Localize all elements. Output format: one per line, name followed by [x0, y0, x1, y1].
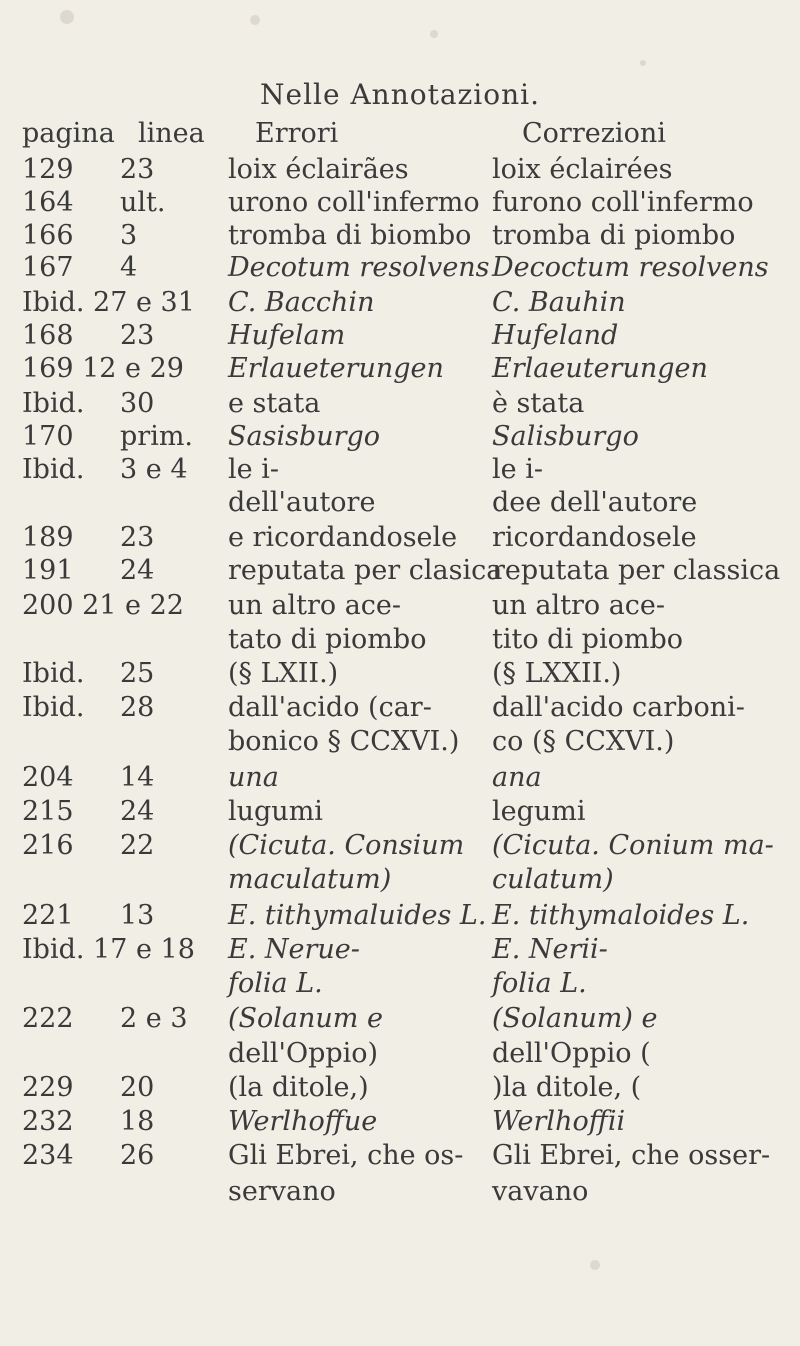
line-number-cell: 30	[120, 388, 155, 419]
line-number-cell: 18	[120, 1106, 155, 1137]
line-number-cell: 20	[120, 1072, 155, 1103]
error-cell: (§ LXII.)	[228, 658, 339, 689]
line-number-cell: 23	[120, 522, 155, 553]
table-row	[0, 252, 800, 290]
error-cell: tromba di biombo	[228, 220, 472, 251]
page-number-cell: 166	[22, 220, 74, 251]
page-number-cell: 221	[22, 900, 74, 931]
table-row	[0, 624, 800, 662]
page-number-cell: 222	[22, 1003, 74, 1034]
correction-cell: (§ LXXII.)	[492, 658, 622, 689]
page-number-cell: 168	[22, 320, 74, 351]
line-number-cell: 26	[120, 1140, 155, 1171]
page-number-cell: Ibid. 17 e 18	[22, 934, 195, 965]
error-cell: reputata per clasica	[228, 555, 503, 586]
correction-cell: Salisburgo	[492, 421, 639, 452]
page-number-cell: Ibid.	[22, 388, 85, 419]
line-number-cell: 24	[120, 555, 155, 586]
error-cell: dell'Oppio)	[228, 1038, 379, 1069]
table-row	[0, 353, 800, 391]
error-cell: dall'acido (car-	[228, 692, 432, 723]
table-row	[0, 555, 800, 593]
page-number-cell: 232	[22, 1106, 74, 1137]
table-row	[0, 830, 800, 868]
error-cell: (la ditole,)	[228, 1072, 369, 1103]
table-row	[0, 1038, 800, 1076]
page-number-cell: 189	[22, 522, 74, 553]
error-cell: un altro ace-	[228, 590, 402, 621]
correction-cell: Erlaeuterungen	[492, 353, 708, 384]
stain	[60, 10, 74, 24]
line-number-cell: ult.	[120, 187, 166, 218]
page-number-cell: 229	[22, 1072, 74, 1103]
correction-cell: dall'acido carboni-	[492, 692, 745, 723]
header-errors: Errori	[255, 118, 339, 149]
line-number-cell: 3 e 4	[120, 454, 188, 485]
correction-cell: )la ditole, (	[492, 1072, 642, 1103]
line-number-cell: 28	[120, 692, 155, 723]
page-number-cell: 169 12 e 29	[22, 353, 184, 384]
error-cell: Decotum resolvens	[228, 252, 490, 283]
correction-cell: ricordandosele	[492, 522, 697, 553]
error-cell: Werlhoffue	[228, 1106, 378, 1137]
correction-cell: Werlhoffii	[492, 1106, 626, 1137]
correction-cell: vavano	[492, 1176, 589, 1207]
error-cell: servano	[228, 1176, 336, 1207]
correction-cell: E. Nerii-	[492, 934, 608, 965]
page-number-cell: 129	[22, 154, 74, 185]
errata-title: Nelle Annotazioni.	[260, 78, 540, 111]
correction-cell: un altro ace-	[492, 590, 666, 621]
table-row	[0, 934, 800, 972]
correction-cell: furono coll'infermo	[492, 187, 754, 218]
page-number-cell: 164	[22, 187, 74, 218]
header-line: linea	[138, 118, 205, 149]
correction-cell: dee dell'autore	[492, 487, 698, 518]
line-number-cell: 2 e 3	[120, 1003, 188, 1034]
line-number-cell: 23	[120, 320, 155, 351]
table-row	[0, 1106, 800, 1144]
page-number-cell: Ibid.	[22, 692, 85, 723]
correction-cell: (Cicuta. Conium ma-	[492, 830, 774, 861]
line-number-cell: 24	[120, 796, 155, 827]
table-row	[0, 762, 800, 800]
line-number-cell: 13	[120, 900, 155, 931]
correction-cell: legumi	[492, 796, 586, 827]
page-number-cell: 204	[22, 762, 74, 793]
error-cell: urono coll'infermo	[228, 187, 480, 218]
correction-cell: loix éclairées	[492, 154, 673, 185]
error-cell: maculatum)	[228, 864, 392, 895]
stain	[430, 30, 438, 38]
table-row	[0, 1176, 800, 1214]
page-number-cell: 167	[22, 252, 74, 283]
correction-cell: culatum)	[492, 864, 614, 895]
line-number-cell: 25	[120, 658, 155, 689]
line-number-cell: prim.	[120, 421, 194, 452]
error-cell: E. Nerue-	[228, 934, 360, 965]
table-row	[0, 1140, 800, 1178]
error-cell: C. Bacchin	[228, 287, 375, 318]
page-number-cell: 215	[22, 796, 74, 827]
correction-cell: co (§ CCXVI.)	[492, 726, 675, 757]
correction-cell: reputata per classica	[492, 555, 781, 586]
error-cell: lugumi	[228, 796, 323, 827]
page-number-cell: 191	[22, 555, 74, 586]
stain	[640, 60, 646, 66]
page-number-cell: 200 21 e 22	[22, 590, 184, 621]
page-number-cell: 216	[22, 830, 74, 861]
correction-cell: le i-	[492, 454, 543, 485]
error-cell: Sasisburgo	[228, 421, 381, 452]
header-page: pagina	[22, 118, 115, 149]
error-cell: Gli Ebrei, che os-	[228, 1140, 464, 1171]
line-number-cell: 22	[120, 830, 155, 861]
error-cell: (Cicuta. Consium	[228, 830, 465, 861]
line-number-cell: 3	[120, 220, 138, 251]
correction-cell: è stata	[492, 388, 585, 419]
error-cell: loix éclairães	[228, 154, 409, 185]
error-cell: e ricordandosele	[228, 522, 458, 553]
page-number-cell: Ibid.	[22, 454, 85, 485]
correction-cell: ana	[492, 762, 542, 793]
correction-cell: E. tithymaloides L.	[492, 900, 750, 931]
error-cell: E. tithymaluides L.	[228, 900, 487, 931]
page-number-cell: Ibid.	[22, 658, 85, 689]
error-cell: tato di piombo	[228, 624, 427, 655]
table-row	[0, 1072, 800, 1110]
table-row	[0, 864, 800, 902]
correction-cell: Gli Ebrei, che osser-	[492, 1140, 771, 1171]
correction-cell: folia L.	[492, 968, 587, 999]
error-cell: dell'autore	[228, 487, 376, 518]
error-cell: bonico § CCXVI.)	[228, 726, 460, 757]
error-cell: (Solanum e	[228, 1003, 383, 1034]
table-row	[0, 692, 800, 730]
correction-cell: Hufeland	[492, 320, 619, 351]
table-row	[0, 900, 800, 938]
correction-cell: tromba di piombo	[492, 220, 736, 251]
table-row	[0, 1003, 800, 1041]
correction-cell: Decoctum resolvens	[492, 252, 769, 283]
table-row	[0, 658, 800, 696]
table-row	[0, 968, 800, 1006]
error-cell: folia L.	[228, 968, 323, 999]
error-cell: una	[228, 762, 279, 793]
error-cell: le i-	[228, 454, 279, 485]
stain	[590, 1260, 600, 1270]
stain	[250, 15, 260, 25]
table-row	[0, 590, 800, 628]
correction-cell: C. Bauhin	[492, 287, 626, 318]
line-number-cell: 4	[120, 252, 138, 283]
page-number-cell: Ibid. 27 e 31	[22, 287, 195, 318]
header-corrections: Correzioni	[522, 118, 666, 149]
correction-cell: tito di piombo	[492, 624, 683, 655]
table-row	[0, 796, 800, 834]
correction-cell: dell'Oppio (	[492, 1038, 651, 1069]
error-cell: Hufelam	[228, 320, 346, 351]
line-number-cell: 23	[120, 154, 155, 185]
table-row	[0, 726, 800, 764]
error-cell: e stata	[228, 388, 321, 419]
line-number-cell: 14	[120, 762, 155, 793]
error-cell: Erlaueterungen	[228, 353, 444, 384]
page-number-cell: 234	[22, 1140, 74, 1171]
correction-cell: (Solanum) e	[492, 1003, 658, 1034]
page-number-cell: 170	[22, 421, 74, 452]
table-row	[0, 487, 800, 525]
